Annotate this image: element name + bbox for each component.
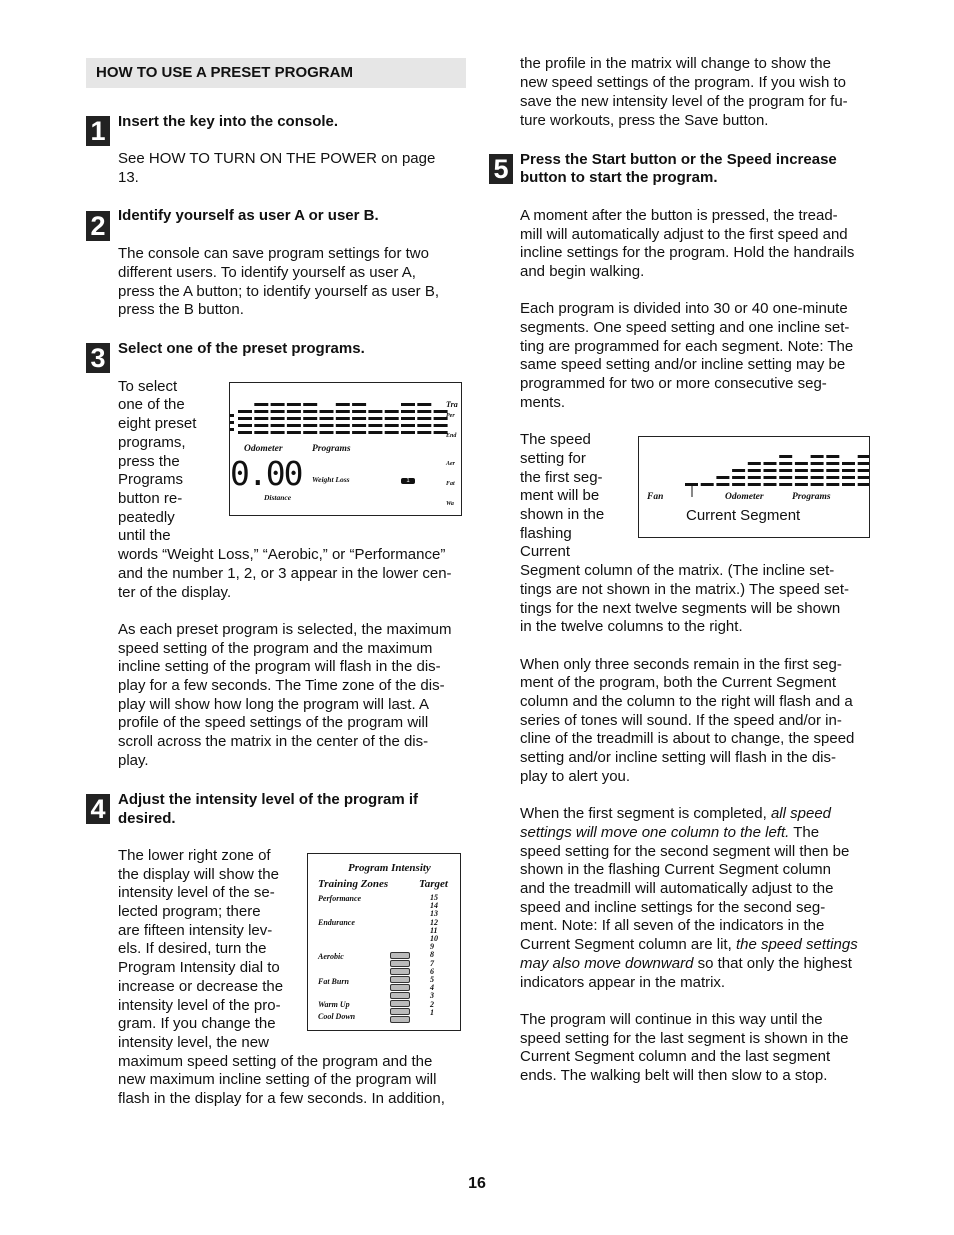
- step-5-body-line: play to alert you.: [520, 768, 631, 785]
- step-4-side-line: intensity level, the new: [118, 1034, 269, 1051]
- step-3-side-line: button re-: [118, 490, 183, 507]
- intensity-indicator: [390, 976, 410, 983]
- distance-label: Distance: [264, 493, 292, 502]
- intensity-indicator: [390, 968, 410, 975]
- step-5-body-line: same speed setting and/or incline setting may be: [520, 356, 846, 373]
- target-header: Target: [419, 878, 448, 890]
- step-5-body-line: When only three seconds remain in the first seg-: [520, 656, 842, 673]
- step-4-side-line: The lower right zone of: [118, 847, 271, 864]
- step-5-body-line: series of tones will sound. If the speed and/or in-: [520, 712, 842, 729]
- text-run: When the first segment is completed,: [520, 805, 771, 822]
- step-number-5: 5: [489, 154, 513, 184]
- step-5-body-line: tings for the next twelve segments will be shown: [520, 600, 841, 617]
- text-run: so that only the highest: [693, 955, 852, 972]
- step-5-side-line: The speed: [520, 431, 591, 448]
- step-3-heading: Select one of the preset programs.: [118, 340, 365, 357]
- step-5-body-line: shown in the flashing Current Segment column: [520, 861, 832, 878]
- step-3-body-line: play will show how long the program will last. A: [118, 696, 429, 713]
- step-4-side-line: Program Intensity dial to: [118, 959, 280, 976]
- step-number-3: 3: [86, 343, 110, 373]
- intensity-indicator: [390, 1016, 410, 1023]
- intensity-indicator: [390, 992, 410, 999]
- step-3-side-line: until the: [118, 527, 171, 544]
- right-zone-label: Fat: [446, 481, 455, 487]
- intensity-indicator: [390, 1000, 410, 1007]
- step-5-body-line: ends. The walking belt will then slow to a stop.: [520, 1067, 828, 1084]
- section-title: HOW TO USE A PRESET PROGRAM: [96, 64, 353, 81]
- step-5-body-line: indicators appear in the matrix.: [520, 974, 726, 991]
- zone-label: Warm Up: [318, 1000, 350, 1009]
- text-run: The: [789, 824, 820, 841]
- speed-matrix: [230, 383, 461, 443]
- step-2-body-line: The console can save program settings for two: [118, 245, 429, 262]
- step-number-2: 2: [86, 211, 110, 241]
- fan-label: Fan: [647, 492, 664, 502]
- programs-label: Programs: [792, 492, 831, 502]
- speed-matrix: [639, 437, 869, 497]
- target-level: 4: [430, 983, 434, 993]
- step-5-body-line: speed setting for the last segment is shown in the: [520, 1030, 849, 1047]
- target-level: 5: [430, 975, 434, 984]
- intensity-indicator: [390, 984, 410, 991]
- step-5-side-line: shown in the: [520, 506, 605, 523]
- step-1-body-line: See HOW TO TURN ON THE POWER on page: [118, 150, 436, 167]
- step-4-side-line: lected program; there: [118, 903, 261, 920]
- right-zone-label: Per: [446, 413, 455, 419]
- step-4-side-line: increase or decrease the: [118, 978, 284, 995]
- step-4-side-line: intensity level of the pro-: [118, 997, 281, 1014]
- target-level: 2: [430, 999, 434, 1009]
- step-5-body-line: [520, 936, 858, 955]
- step-4-side-line: the display will show the: [118, 866, 279, 883]
- step-5-body-line: [520, 824, 819, 843]
- step-4-body-line: new maximum incline setting of the program will: [118, 1071, 437, 1088]
- step-5-body-line: programmed for two or more consecutive seg-: [520, 375, 827, 392]
- step-3-body-line: words “Weight Loss,” “Aerobic,” or “Performance”: [118, 546, 446, 563]
- step-3-body-line: ter of the display.: [118, 584, 232, 601]
- step-4-heading: desired.: [118, 810, 176, 827]
- step-5-body-line: [520, 805, 831, 824]
- emphasis-text: the speed settings: [735, 936, 858, 953]
- step-5-heading: Press the Start button or the Speed increase: [520, 151, 837, 168]
- step-3-side-line: one of the: [118, 396, 185, 413]
- step-4-side-line: are fifteen intensity lev-: [118, 922, 273, 939]
- body-line: save the new intensity level of the program for fu-: [520, 93, 848, 110]
- target-level: 8: [430, 950, 434, 960]
- step-3-body-line: play.: [118, 752, 149, 769]
- target-level: 7: [430, 958, 434, 968]
- zone-label: Aerobic: [318, 952, 344, 961]
- step-5-heading: button to start the program.: [520, 169, 718, 186]
- step-5-body-line: in the twelve columns to the right.: [520, 618, 743, 635]
- step-5-side-line: ment will be: [520, 487, 600, 504]
- step-3-side-line: press the: [118, 453, 180, 470]
- step-5-body-line: and begin walking.: [520, 263, 645, 280]
- target-level: 15: [430, 893, 438, 902]
- program-intensity-title: Program Intensity: [348, 862, 431, 874]
- step-5-body-line: ting are programmed for each segment. Note: The: [520, 338, 854, 355]
- training-zones-header: Training Zones: [318, 878, 389, 890]
- intensity-indicator: [390, 960, 410, 967]
- step-2-body-line: press the B button.: [118, 301, 244, 318]
- step-4-heading: Adjust the intensity level of the program if: [118, 791, 419, 808]
- body-line: new speed settings of the program. If you wish to: [520, 74, 847, 91]
- step-3-body-line: As each preset program is selected, the maximum: [118, 621, 452, 638]
- current-segment-caption: Current Segment: [686, 507, 801, 524]
- right-zone-label: End: [446, 433, 457, 439]
- target-level: 14: [430, 901, 438, 911]
- step-5-body-line: The program will continue in this way until the: [520, 1011, 823, 1028]
- step-2-body-line: press the A button; to identify yourself as user B,: [118, 283, 440, 300]
- step-4-side-line: els. If desired, turn the: [118, 940, 267, 957]
- step-5-body-line: A moment after the button is pressed, the tread-: [520, 207, 838, 224]
- target-level: 1: [430, 1007, 434, 1017]
- zone-label: Endurance: [318, 918, 355, 927]
- body-line: the profile in the matrix will change to show the: [520, 55, 831, 72]
- step-2-heading: Identify yourself as user A or user B.: [118, 207, 379, 224]
- step-4-body-line: maximum speed setting of the program and the: [118, 1053, 433, 1070]
- target-level: 13: [430, 909, 438, 919]
- step-5-body-line: [520, 955, 852, 974]
- step-3-body-line: speed setting of the program and the maximum: [118, 640, 433, 657]
- right-zone-label: Wa: [446, 501, 454, 507]
- target-level: 9: [430, 942, 434, 952]
- program-number-badge: 1: [401, 478, 415, 484]
- step-5-body-line: mill will automatically adjust to the first speed and: [520, 226, 848, 243]
- emphasis-text: all speed: [770, 805, 831, 822]
- step-3-body-line: scroll across the matrix in the center of the dis-: [118, 733, 429, 750]
- distance-digits: 0.00: [230, 454, 302, 493]
- step-5-body-line: segments. One speed setting and one incline set-: [520, 319, 850, 336]
- body-line: ture workouts, press the Save button.: [520, 112, 769, 129]
- odometer-label: Odometer: [244, 444, 283, 454]
- target-level: 6: [430, 966, 434, 976]
- step-5-side-line: Current: [520, 543, 571, 560]
- step-3-side-line: eight preset: [118, 415, 197, 432]
- step-5-side-line: setting for: [520, 450, 586, 467]
- step-5-body-line: Segment column of the matrix. (The incline set-: [520, 562, 835, 579]
- step-3-body-line: profile of the speed settings of the program will: [118, 714, 429, 731]
- program-name: Weight Loss: [312, 475, 350, 484]
- step-5-body-line: incline settings for the program. Hold the handrails: [520, 244, 855, 261]
- emphasis-text: may also move downward: [520, 955, 694, 972]
- programs-label: Programs: [312, 444, 351, 454]
- step-5-body-line: speed and incline settings for the second seg-: [520, 899, 826, 916]
- step-5-body-line: ment of the program, both the Current Segment: [520, 674, 837, 691]
- step-4-body-line: flash in the display for a few seconds. In addition,: [118, 1090, 445, 1107]
- zone-label: Cool Down: [318, 1012, 356, 1021]
- step-5-body-line: cline of the treadmill is about to change, the speed: [520, 730, 855, 747]
- current-segment-figure: [638, 436, 870, 538]
- step-3-side-line: To select: [118, 378, 178, 395]
- step-5-body-line: ment. Note: If all seven of the indicators in the: [520, 917, 825, 934]
- step-3-body-line: incline setting of the program will flash in the dis-: [118, 658, 441, 675]
- step-2-body-line: different users. To identify yourself as user A,: [118, 264, 416, 281]
- odometer-label: Odometer: [725, 492, 764, 502]
- step-5-body-line: ments.: [520, 394, 566, 411]
- page-number: 16: [468, 1175, 486, 1192]
- target-level: 11: [430, 925, 438, 935]
- intensity-indicator: [390, 1008, 410, 1015]
- intensity-indicator: [390, 952, 410, 959]
- step-5-body-line: Current Segment column and the last segment: [520, 1048, 831, 1065]
- step-3-body-line: and the number 1, 2, or 3 appear in the lower cen-: [118, 565, 452, 582]
- step-number-4: 4: [86, 794, 110, 824]
- zone-label: Fat Burn: [318, 977, 349, 986]
- step-number-1: 1: [86, 116, 110, 146]
- step-3-side-line: peatedly: [118, 509, 175, 526]
- step-3-side-line: Programs: [118, 471, 184, 488]
- step-1-heading: Insert the key into the console.: [118, 113, 339, 130]
- step-5-side-line: flashing: [520, 525, 572, 542]
- step-5-body-line: column and the column to the right will flash and a: [520, 693, 853, 710]
- right-zone-label: Aer: [446, 461, 455, 467]
- emphasis-text: settings will move one column to the left.: [520, 824, 790, 841]
- right-zone-label: Tra: [446, 400, 458, 409]
- section-header: [86, 58, 466, 88]
- text-run: Current Segment column are lit,: [520, 936, 736, 953]
- step-5-body-line: tings are not shown in the matrix.) The speed set-: [520, 581, 850, 598]
- step-3-body-line: play for a few seconds. The Time zone of the dis-: [118, 677, 445, 694]
- target-level: 10: [430, 934, 438, 943]
- console-display-figure: [229, 382, 462, 516]
- step-5-body-line: and the treadmill will automatically adjust to the: [520, 880, 834, 897]
- zone-label: Performance: [318, 894, 362, 903]
- target-level: 12: [430, 917, 438, 927]
- program-intensity-figure: [307, 853, 461, 1031]
- step-1-body-line: 13.: [118, 169, 139, 186]
- step-5-side-line: the first seg-: [520, 469, 603, 486]
- target-level: 3: [430, 991, 434, 1001]
- step-5-body-line: Each program is divided into 30 or 40 one-minute: [520, 300, 848, 317]
- step-5-body-line: speed setting for the second segment will then be: [520, 843, 850, 860]
- step-4-side-line: gram. If you change the: [118, 1015, 276, 1032]
- step-4-side-line: intensity level of the se-: [118, 884, 275, 901]
- step-3-side-line: programs,: [118, 434, 186, 451]
- step-5-body-line: setting and/or incline setting will flash in the dis-: [520, 749, 836, 766]
